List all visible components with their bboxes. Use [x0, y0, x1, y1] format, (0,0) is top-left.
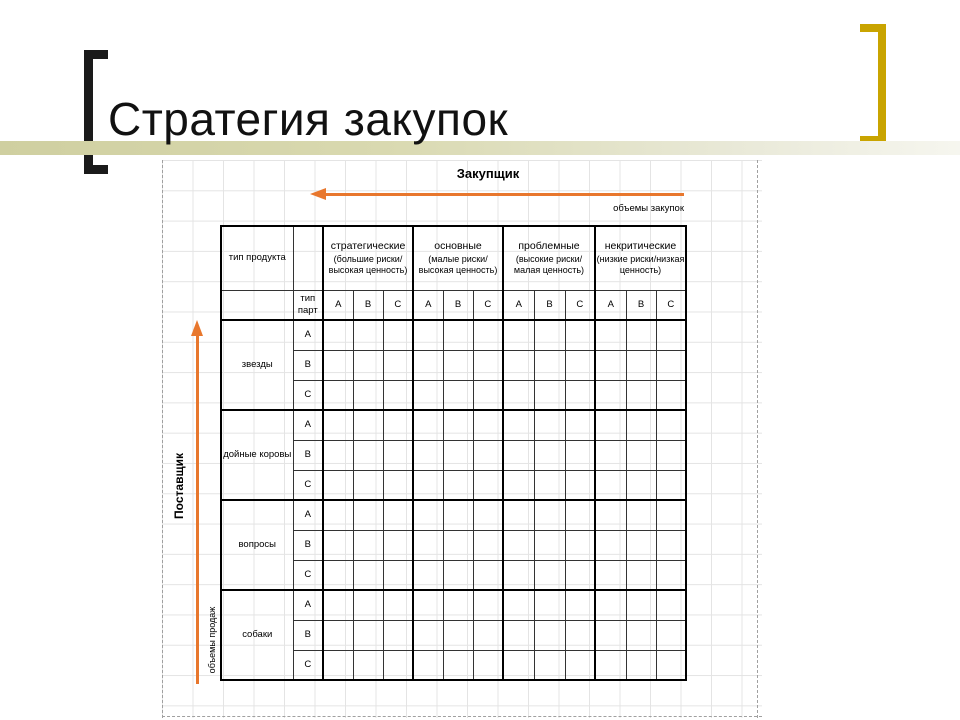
matrix-cell[interactable] — [656, 590, 686, 620]
matrix-cell[interactable] — [656, 320, 686, 350]
matrix-cell[interactable] — [443, 470, 473, 500]
matrix-cell[interactable] — [503, 530, 534, 560]
matrix-cell[interactable] — [565, 410, 595, 440]
matrix-cell[interactable] — [413, 440, 443, 470]
matrix-cell[interactable] — [595, 410, 626, 440]
matrix-cell[interactable] — [534, 350, 565, 380]
matrix-cell[interactable] — [565, 560, 595, 590]
matrix-cell[interactable] — [443, 650, 473, 680]
matrix-cell[interactable] — [383, 470, 413, 500]
matrix-cell[interactable] — [323, 560, 353, 590]
batch-type-cell: A — [293, 410, 323, 440]
matrix-cell[interactable] — [473, 500, 503, 530]
matrix-cell[interactable] — [595, 380, 626, 410]
matrix-cell[interactable] — [534, 440, 565, 470]
matrix-cell[interactable] — [443, 500, 473, 530]
matrix-cell[interactable] — [595, 560, 626, 590]
matrix-cell[interactable] — [595, 470, 626, 500]
matrix-cell[interactable] — [473, 320, 503, 350]
category-title: стратегические — [330, 240, 406, 253]
matrix-cell[interactable] — [383, 440, 413, 470]
left-bracket-decoration — [84, 50, 108, 174]
category-header — [503, 226, 595, 290]
matrix-cell[interactable] — [323, 410, 353, 440]
supplier-arrow — [196, 336, 199, 684]
category-subtitle: (высокие риски/малая ценность) — [513, 253, 585, 275]
matrix-cell[interactable] — [656, 530, 686, 560]
matrix-cell[interactable] — [323, 440, 353, 470]
matrix-cell[interactable] — [565, 380, 595, 410]
matrix-cell[interactable] — [534, 650, 565, 680]
batch-type-cell: A — [293, 320, 323, 350]
matrix-cell[interactable] — [595, 440, 626, 470]
batch-type-cell: C — [293, 380, 323, 410]
matrix-cell[interactable] — [626, 620, 656, 650]
abc-header-cell: A — [595, 290, 626, 320]
matrix-cell[interactable] — [443, 560, 473, 590]
matrix-cell[interactable] — [473, 560, 503, 590]
matrix-cell[interactable] — [656, 350, 686, 380]
matrix-cell[interactable] — [413, 380, 443, 410]
matrix-cell[interactable] — [656, 380, 686, 410]
matrix-cell[interactable] — [473, 380, 503, 410]
matrix-cell[interactable] — [534, 380, 565, 410]
empty-header-cell — [293, 226, 323, 290]
matrix-cell[interactable] — [323, 320, 353, 350]
batch-type-cell: A — [293, 590, 323, 620]
matrix-cell[interactable] — [413, 350, 443, 380]
category-header — [323, 226, 413, 290]
matrix-cell[interactable] — [443, 380, 473, 410]
arrow-up-icon — [191, 320, 203, 336]
category-subtitle: (малые риски/высокая ценность) — [418, 253, 498, 275]
matrix-cell[interactable] — [323, 620, 353, 650]
matrix-cell[interactable] — [353, 380, 383, 410]
abc-header-cell: C — [473, 290, 503, 320]
category-title: проблемные — [518, 240, 580, 253]
product-type-header: тип продукта — [221, 226, 293, 290]
matrix-cell[interactable] — [413, 560, 443, 590]
group-label: дойные коровы — [221, 410, 293, 500]
matrix-cell[interactable] — [534, 320, 565, 350]
matrix-cell[interactable] — [656, 620, 686, 650]
matrix-cell[interactable] — [626, 470, 656, 500]
matrix-cell[interactable] — [353, 530, 383, 560]
matrix-cell[interactable] — [595, 530, 626, 560]
category-title: основные — [434, 240, 482, 253]
batch-type-cell: B — [293, 350, 323, 380]
abc-header-cell: A — [413, 290, 443, 320]
page-title: Стратегия закупок — [108, 93, 509, 145]
matrix-cell[interactable] — [534, 620, 565, 650]
matrix-cell[interactable] — [383, 410, 413, 440]
matrix-cell[interactable] — [626, 560, 656, 590]
matrix-cell[interactable] — [595, 650, 626, 680]
category-subtitle: (большие риски/высокая ценность) — [328, 253, 408, 275]
category-header — [595, 226, 686, 290]
table-row — [221, 410, 686, 440]
matrix-cell[interactable] — [626, 320, 656, 350]
matrix-cell[interactable] — [353, 320, 383, 350]
matrix-cell[interactable] — [503, 560, 534, 590]
matrix-cell[interactable] — [383, 500, 413, 530]
category-header-row — [221, 226, 686, 290]
matrix-cell[interactable] — [353, 500, 383, 530]
matrix-cell[interactable] — [473, 350, 503, 380]
matrix-cell[interactable] — [595, 620, 626, 650]
matrix-cell[interactable] — [323, 380, 353, 410]
matrix-cell[interactable] — [383, 650, 413, 680]
matrix-cell[interactable] — [443, 620, 473, 650]
matrix-cell[interactable] — [595, 320, 626, 350]
matrix-cell[interactable] — [503, 590, 534, 620]
matrix-cell[interactable] — [323, 500, 353, 530]
matrix-cell[interactable] — [565, 320, 595, 350]
matrix-cell[interactable] — [473, 620, 503, 650]
matrix-cell[interactable] — [626, 350, 656, 380]
batch-type-cell: B — [293, 440, 323, 470]
supplier-label: Поставщик — [172, 453, 186, 519]
matrix-cell[interactable] — [626, 500, 656, 530]
matrix-cell[interactable] — [565, 440, 595, 470]
matrix-cell[interactable] — [503, 410, 534, 440]
matrix-cell[interactable] — [413, 620, 443, 650]
matrix-cell[interactable] — [353, 410, 383, 440]
matrix-cell[interactable] — [413, 650, 443, 680]
batch-type-cell: A — [293, 500, 323, 530]
matrix-cell[interactable] — [656, 500, 686, 530]
matrix-cell[interactable] — [473, 410, 503, 440]
matrix-cell[interactable] — [413, 500, 443, 530]
buyer-arrow — [322, 193, 684, 196]
matrix-cell[interactable] — [565, 350, 595, 380]
page-break-line-left — [162, 160, 163, 718]
matrix-cell[interactable] — [323, 650, 353, 680]
matrix-cell[interactable] — [443, 350, 473, 380]
matrix-cell[interactable] — [413, 410, 443, 440]
matrix-cell[interactable] — [353, 560, 383, 590]
abc-header-cell: A — [323, 290, 353, 320]
batch-type-cell: B — [293, 620, 323, 650]
abc-header-cell: C — [565, 290, 595, 320]
matrix-cell[interactable] — [413, 470, 443, 500]
matrix-cell[interactable] — [443, 440, 473, 470]
category-subtitle: (низкие риски/низкая ценность) — [596, 253, 685, 275]
abc-header-row — [221, 290, 686, 320]
matrix-cell[interactable] — [413, 320, 443, 350]
matrix-cell[interactable] — [443, 410, 473, 440]
matrix-cell[interactable] — [626, 380, 656, 410]
matrix-cell[interactable] — [503, 500, 534, 530]
matrix-cell[interactable] — [353, 590, 383, 620]
batch-type-cell: C — [293, 650, 323, 680]
table-row — [221, 320, 686, 350]
matrix-cell[interactable] — [595, 350, 626, 380]
abc-header-cell: B — [534, 290, 565, 320]
batch-type-header: тип парт — [293, 290, 323, 320]
matrix-cell[interactable] — [656, 470, 686, 500]
matrix-cell[interactable] — [413, 530, 443, 560]
page-break-line-right — [757, 160, 758, 718]
purchase-strategy-matrix — [220, 225, 687, 681]
abc-header-cell: C — [383, 290, 413, 320]
group-label: звезды — [221, 320, 293, 410]
matrix-cell[interactable] — [626, 650, 656, 680]
matrix-cell[interactable] — [656, 440, 686, 470]
matrix-cell[interactable] — [383, 590, 413, 620]
matrix-cell[interactable] — [534, 500, 565, 530]
matrix-cell[interactable] — [534, 410, 565, 440]
matrix-cell[interactable] — [503, 470, 534, 500]
table-row — [221, 500, 686, 530]
matrix-cell[interactable] — [503, 440, 534, 470]
matrix-cell[interactable] — [383, 350, 413, 380]
matrix-cell[interactable] — [383, 560, 413, 590]
matrix-cell[interactable] — [534, 590, 565, 620]
matrix-cell[interactable] — [323, 470, 353, 500]
empty-header-cell — [221, 290, 293, 320]
matrix-cell[interactable] — [626, 530, 656, 560]
matrix-cell[interactable] — [473, 470, 503, 500]
matrix-cell[interactable] — [626, 590, 656, 620]
matrix-cell[interactable] — [595, 500, 626, 530]
purchase-volume-label: объемы закупок — [613, 203, 684, 214]
matrix-cell[interactable] — [656, 650, 686, 680]
category-header — [413, 226, 503, 290]
matrix-cell[interactable] — [353, 350, 383, 380]
matrix-cell[interactable] — [565, 470, 595, 500]
abc-header-cell: B — [626, 290, 656, 320]
category-title: некритические — [604, 240, 677, 253]
group-label: собаки — [221, 590, 293, 680]
matrix-cell[interactable] — [473, 440, 503, 470]
matrix-cell[interactable] — [534, 560, 565, 590]
page-break-line-bottom — [162, 716, 762, 717]
matrix-cell[interactable] — [534, 470, 565, 500]
matrix-cell[interactable] — [443, 590, 473, 620]
matrix-cell[interactable] — [503, 320, 534, 350]
matrix-cell[interactable] — [656, 410, 686, 440]
matrix-cell[interactable] — [503, 380, 534, 410]
matrix-cell[interactable] — [473, 650, 503, 680]
sales-volume-label: объемы продаж — [207, 606, 217, 674]
group-label: вопросы — [221, 500, 293, 590]
matrix-cell[interactable] — [443, 530, 473, 560]
matrix-cell[interactable] — [534, 530, 565, 560]
batch-type-cell: C — [293, 470, 323, 500]
matrix-cell[interactable] — [565, 530, 595, 560]
matrix-cell[interactable] — [323, 590, 353, 620]
matrix-cell[interactable] — [656, 560, 686, 590]
matrix-cell[interactable] — [473, 590, 503, 620]
matrix-cell[interactable] — [383, 380, 413, 410]
matrix-cell[interactable] — [503, 650, 534, 680]
matrix-cell[interactable] — [443, 320, 473, 350]
matrix-cell[interactable] — [565, 590, 595, 620]
matrix-cell[interactable] — [503, 350, 534, 380]
abc-header-cell: B — [443, 290, 473, 320]
matrix-cell[interactable] — [626, 410, 656, 440]
matrix-cell[interactable] — [383, 530, 413, 560]
matrix-cell[interactable] — [626, 440, 656, 470]
buyer-label: Закупщик — [456, 166, 520, 181]
matrix-cell[interactable] — [413, 590, 443, 620]
matrix-cell[interactable] — [323, 530, 353, 560]
matrix-cell[interactable] — [323, 350, 353, 380]
abc-header-cell: A — [503, 290, 534, 320]
batch-type-cell: C — [293, 560, 323, 590]
matrix-cell[interactable] — [595, 590, 626, 620]
matrix-cell[interactable] — [565, 620, 595, 650]
matrix-cell[interactable] — [473, 530, 503, 560]
matrix-cell[interactable] — [565, 650, 595, 680]
matrix-cell[interactable] — [353, 440, 383, 470]
batch-type-cell: B — [293, 530, 323, 560]
abc-header-cell: B — [353, 290, 383, 320]
matrix-cell[interactable] — [353, 650, 383, 680]
right-bracket-decoration — [860, 24, 886, 144]
abc-header-cell: C — [656, 290, 686, 320]
matrix-cell[interactable] — [565, 500, 595, 530]
matrix-cell[interactable] — [383, 320, 413, 350]
matrix-cell[interactable] — [383, 620, 413, 650]
matrix-cell[interactable] — [353, 470, 383, 500]
table-row — [221, 590, 686, 620]
matrix-cell[interactable] — [353, 620, 383, 650]
matrix-cell[interactable] — [503, 620, 534, 650]
